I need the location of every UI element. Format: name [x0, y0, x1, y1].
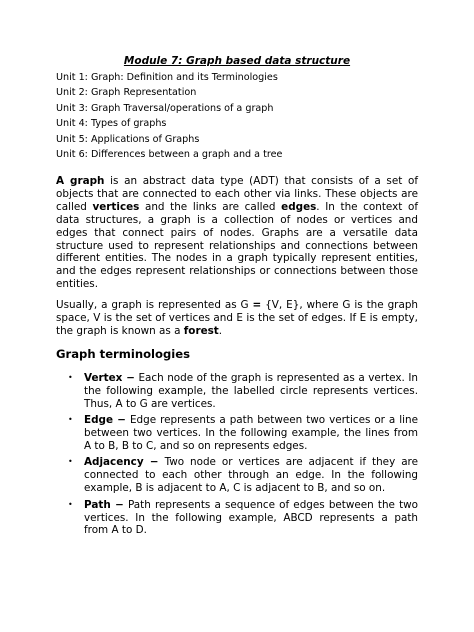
unit-item: Unit 5: Applications of Graphs: [56, 133, 200, 145]
representation-text: {V, E}, where G is the graph space, V is the set of vertices and E is the set of edges. If E is empty, the graph is known as a: [56, 299, 419, 337]
definition-text: is an abstract data type (ADT) that consists of a set of objects that are connected to each other via links. These objects are called: [56, 175, 418, 213]
unit-item: Unit 4: Types of graphs: [56, 118, 167, 130]
term-definition: Two node or vertices are adjacent if they are connected to each other through an edge. In the following example, B is adjacent to A, C is adjacent to B, and so on.: [84, 456, 418, 495]
terminology-item-edge: [56, 414, 418, 453]
term-vertices: vertices: [92, 200, 140, 213]
bullet-icon: •: [68, 499, 73, 509]
definition-text: and the links are called: [139, 200, 282, 213]
terminology-item-vertex: [56, 372, 418, 411]
graph-definition-paragraph: [56, 175, 418, 291]
representation-text: Usually, a graph is represented as G: [56, 299, 253, 311]
terminology-item-path: [56, 499, 418, 538]
bullet-icon: •: [68, 373, 73, 382]
term-edges: edges: [281, 200, 317, 213]
term-label: Path −: [84, 498, 124, 511]
term-forest: forest: [183, 324, 219, 337]
term-a-graph: A graph: [56, 175, 105, 187]
unit-item: Unit 2: Graph Representation: [56, 87, 197, 99]
bullet-icon: •: [68, 457, 73, 467]
representation-text: .: [218, 324, 223, 337]
equals-sign: =: [252, 299, 262, 311]
term-label: Vertex −: [84, 372, 135, 384]
unit-item: Unit 3: Graph Traversal/operations of a graph: [56, 102, 274, 114]
definition-text: . In the context of data structures, a graph is a collection of nodes or vertices and edges that connect pairs of nodes. Graphs are a versatile data structure used to represent relationships and connections between different entities. The nodes in a graph typically represent entities, and the edges represent relationships or connections between those entities.: [56, 200, 418, 291]
term-definition: Edge represents a path between two vertices or a line between two vertices. In the following example, the lines from A to B, B to C, and so on represents edges.: [84, 414, 418, 453]
bullet-icon: •: [68, 415, 73, 425]
term-label: Adjacency −: [84, 456, 159, 469]
terminology-item-adjacency: [56, 456, 418, 495]
module-title: Module 7: Graph based data structure: [123, 55, 351, 67]
term-definition: Path represents a sequence of edges between the two vertices. In the following example, ABCD represents a path from A to D.: [84, 498, 418, 537]
unit-item: Unit 6: Differences between a graph and a tree: [56, 149, 283, 161]
unit-list: [56, 70, 436, 162]
unit-item: Unit 1: Graph: Definition and its Terminologies: [56, 72, 278, 83]
term-definition: Each node of the graph is represented as a vertex. In the following example, the labelled circle represents vertices. Thus, A to G are vertices.: [84, 372, 419, 410]
terminologies-heading: Graph terminologies: [56, 347, 191, 361]
terminology-list: [56, 372, 418, 541]
term-label: Edge −: [84, 414, 127, 427]
graph-representation-paragraph: [56, 299, 418, 338]
